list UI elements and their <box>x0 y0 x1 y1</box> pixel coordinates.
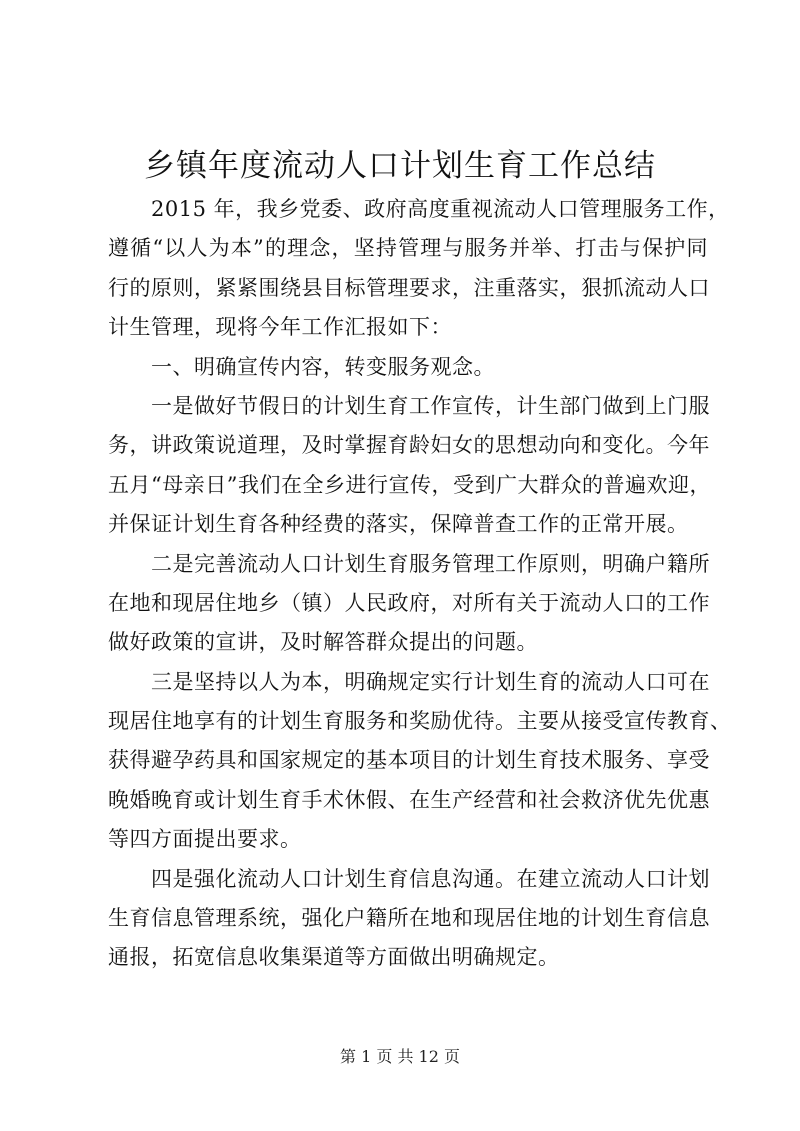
body-line: 五月“母亲日”我们在全乡进行宣传，受到广大群众的普遍欢迎， <box>108 472 711 497</box>
body-line: 计生管理，现将今年工作汇报如下： <box>108 315 452 340</box>
page-footer: 第 1 页 共 12 页 <box>340 1047 460 1066</box>
body-line: 通报，拓宽信息收集渠道等方面做出明确规定。 <box>108 945 560 970</box>
body-line: 并保证计划生育各种经费的落实，保障普查工作的正常开展。 <box>108 512 689 537</box>
body-line: 在地和现居住地乡（镇）人民政府，对所有关于流动人口的工作 <box>108 590 710 615</box>
body-line: 2015 年，我乡党委、政府高度重视流动人口管理服务工作， <box>108 197 730 221</box>
body-line: 三是坚持以人为本，明确规定实行计划生育的流动人口可在 <box>108 669 710 694</box>
section-heading: 一、明确宣传内容，转变服务观念。 <box>108 354 495 379</box>
body-line: 遵循“以人为本”的理念，坚持管理与服务并举、打击与保护同 <box>108 236 708 261</box>
body-line: 二是完善流动人口计划生育服务管理工作原则，明确户籍所 <box>108 551 710 576</box>
body-line: 行的原则，紧紧围绕县目标管理要求，注重落实，狠抓流动人口 <box>108 275 710 300</box>
body-line: 获得避孕药具和国家规定的基本项目的计划生育技术服务、享受 <box>108 748 710 773</box>
document-body <box>108 190 732 978</box>
body-line: 做好政策的宣讲，及时解答群众提出的问题。 <box>108 630 538 655</box>
document-title: 乡镇年度流动人口计划生育工作总结 <box>144 148 656 184</box>
body-line: 晚婚晚育或计划生育手术休假、在生产经营和社会救济优先优惠 <box>108 787 710 812</box>
body-line: 四是强化流动人口计划生育信息沟通。在建立流动人口计划 <box>108 866 710 891</box>
body-line: 现居住地享有的计划生育服务和奖励优待。主要从接受宣传教育、 <box>108 709 732 734</box>
body-line: 等四方面提出要求。 <box>108 827 302 852</box>
body-line: 生育信息管理系统，强化户籍所在地和现居住地的计划生育信息 <box>108 906 710 931</box>
body-line: 务，讲政策说道理，及时掌握育龄妇女的思想动向和变化。今年 <box>108 433 710 458</box>
body-line: 一是做好节假日的计划生育工作宣传，计生部门做到上门服 <box>108 393 710 418</box>
